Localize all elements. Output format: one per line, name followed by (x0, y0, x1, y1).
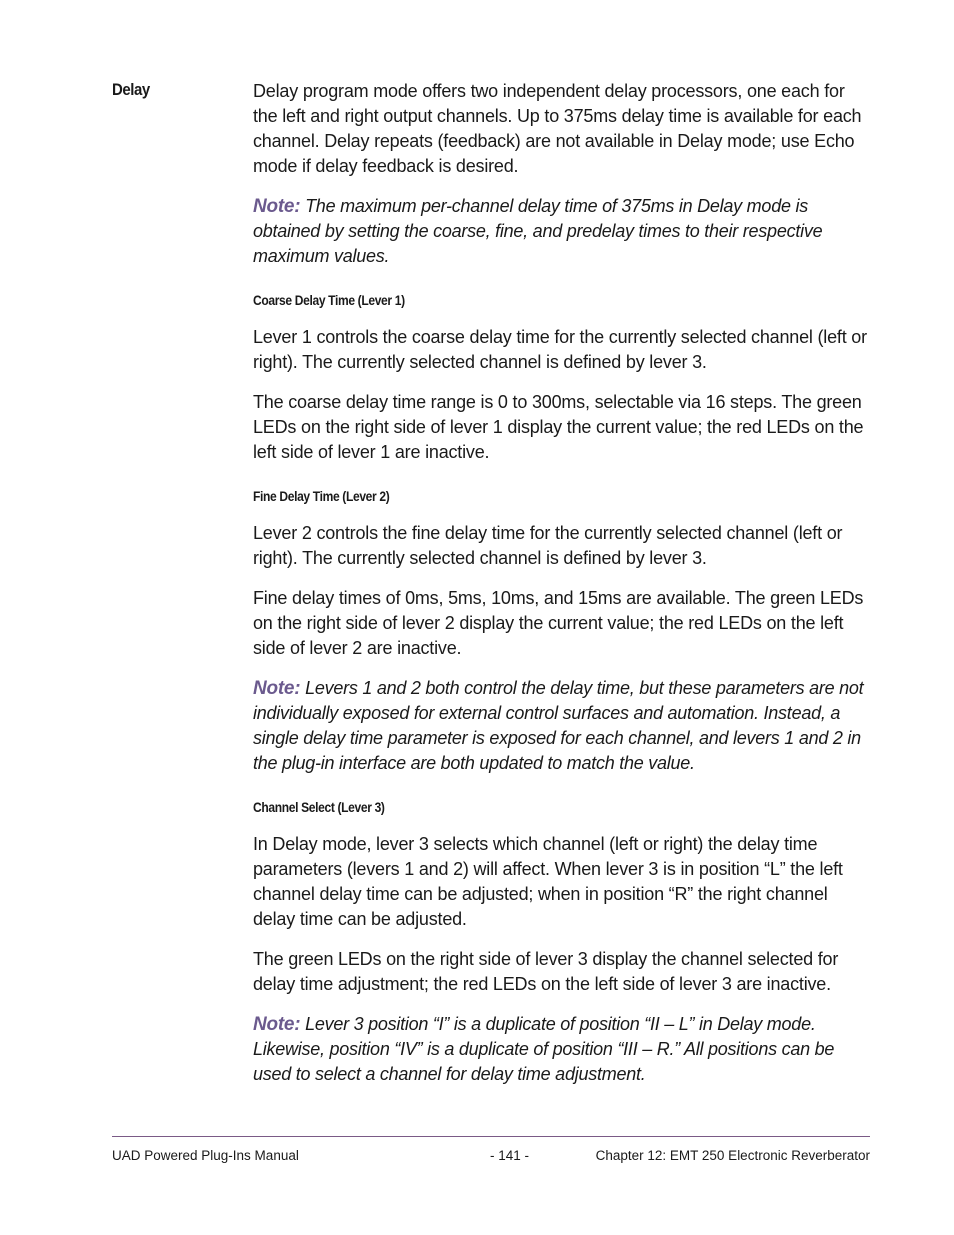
note-text: Levers 1 and 2 both control the delay time, but these parameters are not individually exposed for external control surfaces and automation. Instead, a single delay time parameter is exposed for each channel, and levers 1 and 2 in the plug-in interface are both updated to match the value. (253, 678, 864, 773)
footer-chapter-title: Chapter 12: EMT 250 Electronic Reverberator (595, 1148, 870, 1163)
coarse-paragraph-1: Lever 1 controls the coarse delay time for the currently selected channel (left or right). The currently selected channel is defined by lever 3. (253, 327, 867, 372)
note-maximum-delay (253, 194, 873, 269)
note-label: Note: (253, 678, 301, 699)
subheading-fine-delay: Fine Delay Time (Lever 2) (253, 488, 390, 504)
note-label: Note: (253, 1014, 301, 1035)
footer-page-number: - 141 - (490, 1148, 530, 1163)
note-levers-automation (253, 676, 873, 776)
note-text: Lever 3 position “I” is a duplicate of position “II – L” in Delay mode. Likewise, position “IV” is a duplicate of position “III – R.” All positions can be used to select a channel for delay time adjustment. (253, 1014, 835, 1084)
coarse-paragraph-2: The coarse delay time range is 0 to 300ms, selectable via 16 steps. The green LEDs on the right side of lever 1 display the current value; the red LEDs on the left side of lever 1 are inactive. (253, 392, 864, 462)
subheading-channel-select: Channel Select (Lever 3) (253, 799, 385, 815)
fine-paragraph-2: Fine delay times of 0ms, 5ms, 10ms, and 15ms are available. The green LEDs on the right side of lever 2 display the current value; the red LEDs on the left side of lever 2 are inactive. (253, 588, 864, 658)
footer-divider (112, 1136, 870, 1137)
note-text: The maximum per-channel delay time of 375ms in Delay mode is obtained by setting the coarse, fine, and predelay times to their respective maximum values. (253, 196, 823, 266)
fine-paragraph-1: Lever 2 controls the fine delay time for the currently selected channel (left or right). The currently selected channel is defined by lever 3. (253, 523, 843, 568)
section-heading-delay: Delay (112, 80, 150, 99)
channel-paragraph-1: In Delay mode, lever 3 selects which channel (left or right) the delay time parameters (levers 1 and 2) will affect. When lever 3 is in position “L” the left channel delay time can be adjusted; when in position “R” the right channel delay time can be adjusted. (253, 834, 843, 929)
intro-paragraph: Delay program mode offers two independent delay processors, one each for the left and right output channels. Up to 375ms delay time is available for each channel. Delay repeats (feedback) are not available in Delay mode; use Echo mode if delay feedback is desired. (253, 81, 862, 176)
main-content (253, 79, 873, 1102)
channel-paragraph-2: The green LEDs on the right side of lever 3 display the channel selected for delay time adjustment; the red LEDs on the left side of lever 3 are inactive. (253, 949, 839, 994)
subheading-coarse-delay: Coarse Delay Time (Lever 1) (253, 292, 405, 308)
note-lever-3-positions (253, 1012, 873, 1087)
footer-manual-title: UAD Powered Plug-Ins Manual (112, 1148, 299, 1163)
note-label: Note: (253, 196, 301, 217)
